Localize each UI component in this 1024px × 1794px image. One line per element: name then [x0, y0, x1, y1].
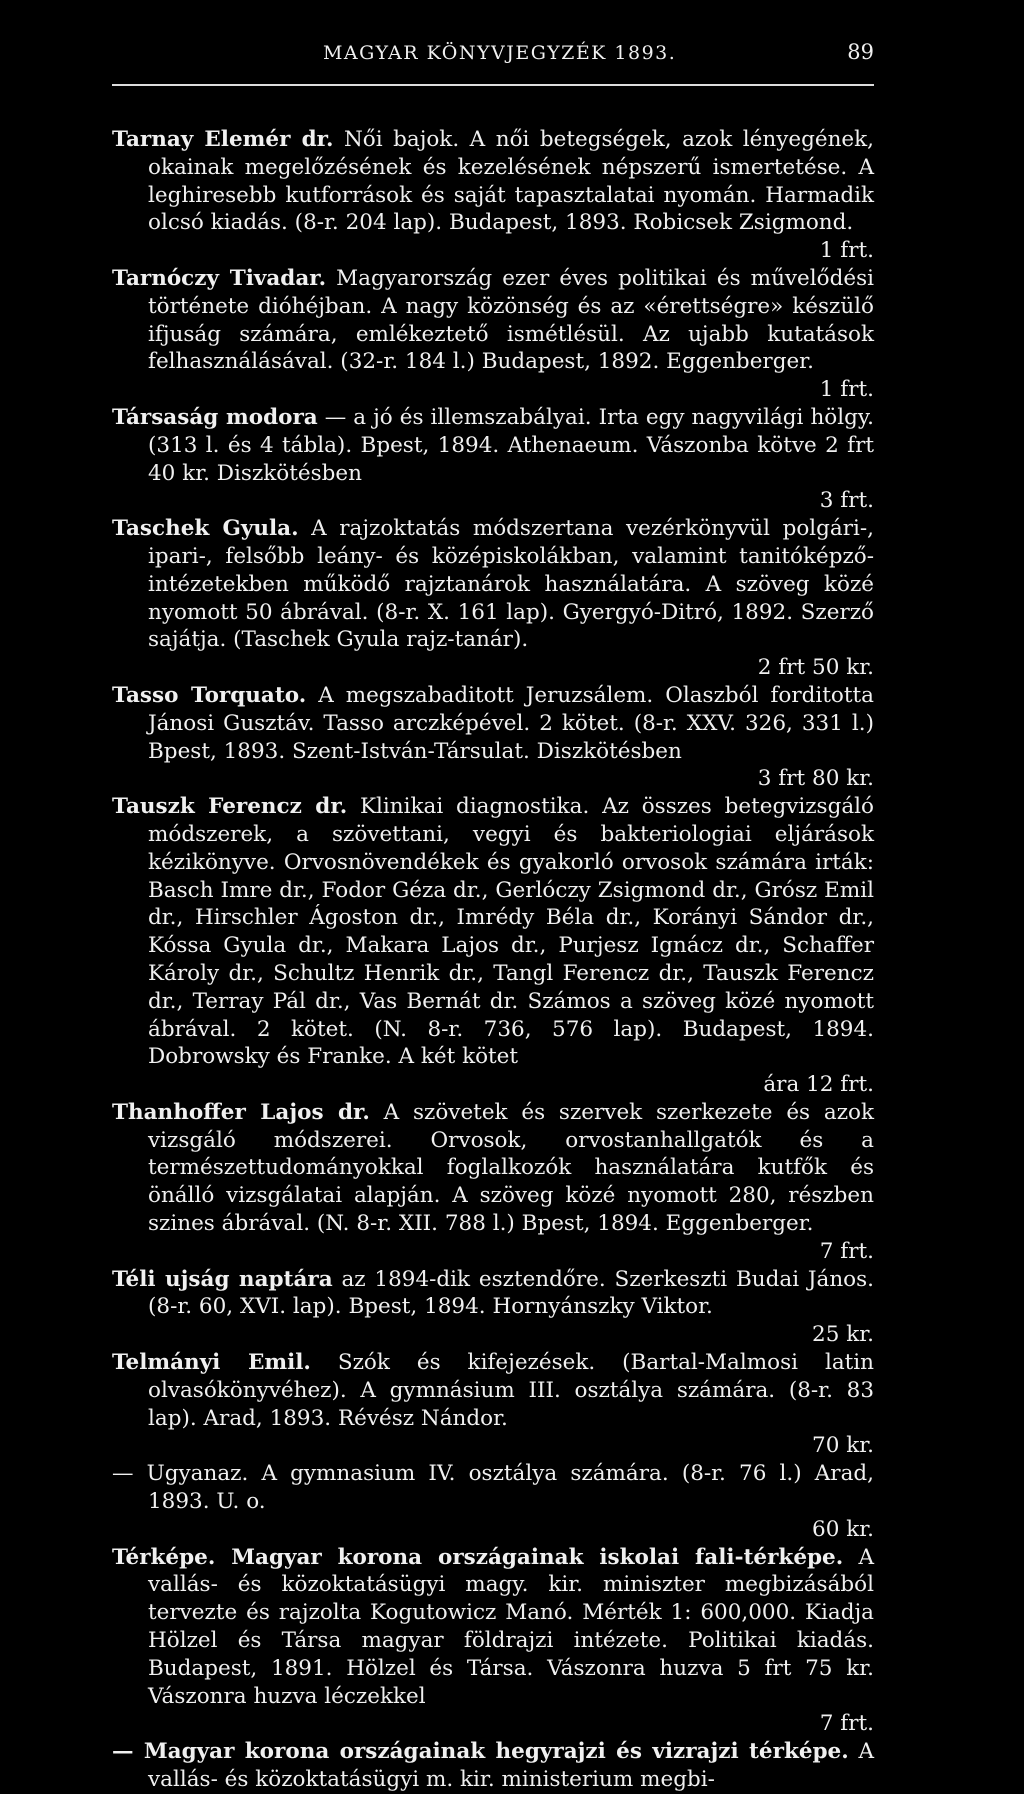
entry-text: A vallás- és közoktatásügyi m. kir. ministerium megbi- [148, 1739, 874, 1793]
entry-author: — Magyar korona országainak hegyrajzi és vizrajzi térképe. [112, 1739, 849, 1765]
bibliography-entry [112, 1266, 874, 1349]
entry-text: Klinikai diagnostika. Az összes betegvizsgáló módszerek, a szövettani, vegyi és bakteriologiai eljárások kézikönyve. Orvosnövendékek és gyakorló orvosok számára irták: Basch Imre dr., Fodor Géza dr., Gerlóczy Zsigmond dr., Grósz Emil dr., Hirschler Ágoston dr., Imrédy Béla dr., Korányi Sándor dr., Kóssa Gyula dr., Makara Lajos dr., Purjesz Ignácz dr., Schaffer Károly dr., Schultz Henrik dr., Tangl Ferencz dr., Tauszk Ferencz dr., Terray Pál dr., Vas Bernát dr. Számos a szöveg közé nyomott ábrával. 2 kötet. (N. 8-r. 736, 576 lap). Budapest, 1894. Dobrowsky és Franke. A két kötet [148, 794, 874, 1070]
entry-price: 70 kr. [812, 1433, 874, 1459]
entry-author: Tarnóczy Tivadar. [112, 265, 327, 291]
entry-price: 2 frt 50 kr. [757, 655, 874, 681]
entry-text: A vallás- és közoktatásügyi magy. kir. miniszter megbizásából tervezte és rajzolta Kogutowicz Manó. Mérték 1: 600,000. Kiadja Hölzel és Társa magyar földrajzi intézete. Politikai kiadás. Budapest, 1891. Hölzel és Társa. Vászonra huzva 5 frt 75 kr. Vászonra huzva léczekkel [148, 1544, 874, 1709]
bibliography-entry [112, 1460, 874, 1543]
bibliography-entry [112, 265, 874, 404]
entry-text: A megszabaditott Jeruzsálem. Olaszból forditotta Jánosi Gusztáv. Tasso arczképével. 2 kötet. (8-r. XXV. 326, 331 l.) Bpest, 1893. Szent-István-Társulat. Diszkötésben [148, 682, 874, 764]
entry-price: 25 kr. [812, 1322, 874, 1348]
bibliography-entry [112, 1544, 874, 1739]
bibliography-entry [112, 793, 874, 1099]
entry-text: Ugyanaz. A gymnasium IV. osztálya számára. (8-r. 76 l.) Arad, 1893. U. o. [133, 1461, 874, 1515]
entry-author: Térképe. Magyar korona országainak iskolai fali-térképe. [112, 1544, 844, 1570]
entry-price: 7 frt. [819, 1238, 874, 1264]
bibliography-entry [112, 1099, 874, 1266]
bibliography-entry [112, 126, 874, 265]
entry-text: — a jó és illemszabályai. Irta egy nagyvilági hölgy. (313 l. és 4 tábla). Bpest, 1894. Athenaeum. Vászonba kötve 2 frt 40 kr. Diszkötésben [148, 404, 874, 486]
entry-dash: — [112, 1461, 134, 1487]
entry-text: Magyarország ezer éves politikai és művelődési története dióhéjban. A nagy közönség és az «érettségre» készülő ifjuság számára, emlékeztető ismétlésül. Az ujabb kutatások felhasználásával. (32-r. 184 l.) Budapest, 1892. Eggenberger. [148, 265, 875, 375]
entry-author: Thanhoffer Lajos dr. [112, 1099, 370, 1125]
entry-price: ára 12 frt. [763, 1072, 874, 1098]
bibliography-entry [112, 404, 874, 515]
running-header [112, 40, 874, 76]
entry-text: A szövetek és szervek szerkezete és azok vizsgáló módszerei. Orvosok, orvostanhallgatók és a természettudományokkal foglalkozók használatára kutfők és önálló vizsgálatai alapján. A szöveg közé nyomott 280, részben szines ábrával. (N. 8-r. XII. 788 l.) Bpest, 1894. Eggenberger. [148, 1099, 874, 1237]
entry-text: Női bajok. A női betegségek, azok lényegének, okainak megelőzésének és kezelésének népszerű ismertetése. A leghiresebb kutforrások és saját tapasztalatai nyomán. Harmadik olcsó kiadás. (8-r. 204 lap). Budapest, 1893. Robicsek Zsigmond. [148, 127, 874, 236]
entry-price: 1 frt. [819, 238, 874, 264]
running-title: MAGYAR KÖNYVJEGYZÉK 1893. [322, 42, 677, 64]
entry-author: Téli ujság naptára [112, 1266, 333, 1292]
header-rule [112, 84, 874, 86]
entry-author: Tauszk Ferencz dr. [112, 794, 348, 820]
bibliography-entry [112, 515, 874, 682]
page-number: 89 [847, 40, 874, 64]
entry-text: A rajzoktatás módszertana vezérkönyvül polgári-, ipari-, felsőbb leány- és középiskolákban, valamint tanitóképző-intézetekben működő rajztanárok használatára. A szöveg közé nyomott 50 ábrával. (8-r. X. 161 lap). Gyergyó-Ditró, 1892. Szerző sajátja. (Taschek Gyula rajz-tanár). [148, 516, 874, 653]
entry-author: Tarnay Elemér dr. [112, 127, 334, 152]
entry-author: Taschek Gyula. [112, 516, 299, 542]
entry-author: Telmányi Emil. [112, 1350, 311, 1376]
document-page [112, 40, 874, 1794]
entry-price: 7 frt. [819, 1711, 874, 1737]
entry-price: 3 frt 80 kr. [757, 766, 874, 792]
entry-text: Szók és kifejezések. (Bartal-Malmosi latin olvasókönyvéhez). A gymnásium III. osztálya számára. (8-r. 83 lap). Arad, 1893. Révész Nándor. [148, 1350, 874, 1431]
entry-author: Tasso Torquato. [112, 682, 307, 708]
entry-price: 60 kr. [812, 1516, 874, 1542]
entry-text: az 1894-dik esztendőre. Szerkeszti Budai János. (8-r. 60, XVI. lap). Bpest, 1894. Hornyánszky Viktor. [148, 1266, 874, 1320]
entry-author: Társaság modora [112, 404, 318, 430]
entry-price: 1 frt. [819, 377, 874, 403]
bibliography-entry [112, 682, 874, 793]
bibliography-entry [112, 1349, 874, 1460]
entry-price: 3 frt. [819, 488, 874, 514]
bibliography-entry [112, 1738, 874, 1794]
